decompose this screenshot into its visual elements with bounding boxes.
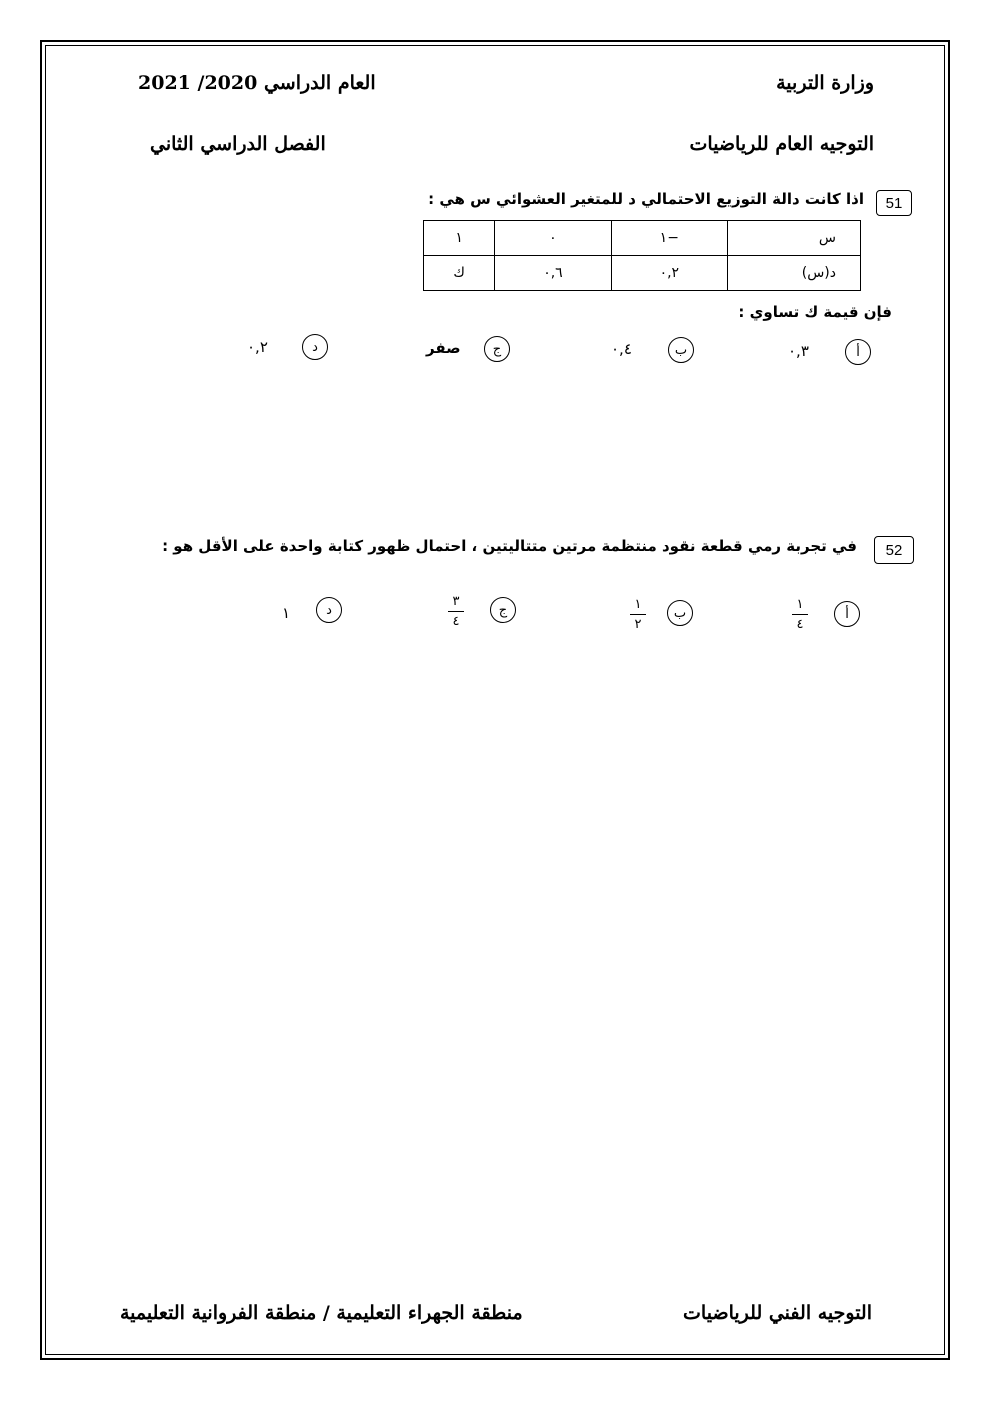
semester-title: الفصل الدراسي الثاني bbox=[150, 133, 326, 155]
option-c-circle[interactable]: ج bbox=[484, 336, 510, 362]
table-cell: −١ bbox=[611, 221, 727, 256]
department-title: التوجيه العام للرياضيات bbox=[689, 133, 874, 155]
table-cell: ١ bbox=[424, 221, 495, 256]
footer-regions: منطقة الجهراء التعليمية / منطقة الفروانية التعليمية bbox=[120, 1302, 523, 1324]
fraction-bar bbox=[792, 614, 808, 615]
option-b-circle[interactable]: ب bbox=[667, 600, 693, 626]
option-b-fraction bbox=[630, 597, 646, 632]
option-c-value: صفر bbox=[426, 339, 461, 357]
fraction-denominator: ٢ bbox=[634, 617, 642, 632]
distribution-table bbox=[423, 220, 861, 291]
option-c-circle[interactable]: ج bbox=[490, 597, 516, 623]
table-cell: ٠ bbox=[495, 221, 611, 256]
option-d-circle[interactable]: د bbox=[316, 597, 342, 623]
option-b-value: ٠,٤ bbox=[611, 340, 632, 358]
table-row bbox=[424, 256, 861, 291]
table-cell: د(س) bbox=[728, 256, 861, 291]
table-row bbox=[424, 221, 861, 256]
fraction-numerator: ١ bbox=[634, 597, 642, 612]
fraction-numerator: ٣ bbox=[452, 594, 460, 609]
fraction-numerator: ١ bbox=[796, 597, 804, 612]
table-cell: ٠,٦ bbox=[495, 256, 611, 291]
option-d-circle[interactable]: د bbox=[302, 334, 328, 360]
question-number-51: 51 bbox=[876, 190, 912, 216]
table-cell: ك bbox=[424, 256, 495, 291]
option-c-fraction bbox=[448, 594, 464, 629]
question-number-52: 52 bbox=[874, 536, 914, 564]
table-cell: ٠,٢ bbox=[611, 256, 727, 291]
option-a-circle[interactable]: أ bbox=[834, 601, 860, 627]
option-a-circle[interactable]: أ bbox=[845, 339, 871, 365]
fraction-bar bbox=[448, 611, 464, 612]
academic-year: العام الدراسي 2020/ 2021 bbox=[138, 72, 376, 94]
question-51-text: اذا كانت دالة التوزيع الاحتمالي د للمتغير العشوائي س هي : bbox=[428, 190, 864, 208]
option-d-value: ٠,٢ bbox=[247, 338, 268, 356]
option-b-circle[interactable]: ب bbox=[668, 337, 694, 363]
fraction-denominator: ٤ bbox=[452, 614, 460, 629]
table-cell: س bbox=[728, 221, 861, 256]
option-a-fraction bbox=[792, 597, 808, 632]
question-51-prompt: فإن قيمة ك تساوي : bbox=[738, 303, 892, 321]
footer-department: التوجيه الفني للرياضيات bbox=[683, 1302, 872, 1324]
fraction-bar bbox=[630, 614, 646, 615]
option-d-value: ١ bbox=[282, 604, 291, 622]
ministry-title: وزارة التربية bbox=[776, 72, 874, 94]
question-52-text: في تجربة رمي قطعة نقود منتظمة مرتين متتاليتين ، احتمال ظهور كتابة واحدة على الأقل هو : bbox=[162, 537, 857, 555]
option-a-value: ٠,٣ bbox=[788, 342, 809, 360]
fraction-denominator: ٤ bbox=[796, 617, 804, 632]
